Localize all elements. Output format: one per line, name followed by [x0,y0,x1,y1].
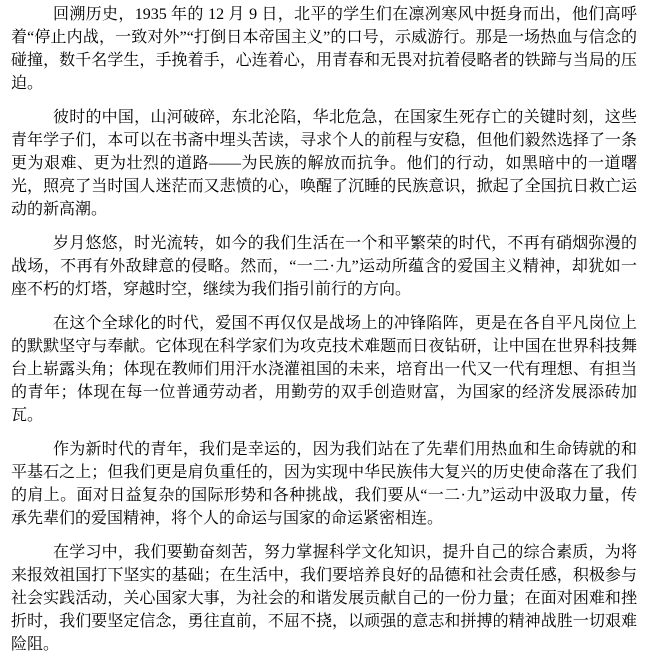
paragraph: 在这个全球化的时代，爱国不再仅仅是战场上的冲锋陷阵，更是在各自平凡岗位上的默默坚守与奉献。它体现在科学家们为攻克技术难题而日夜钻研，让中国在世界科技舞台上崭露头角；体现在教师们用汗水浇灌祖国的未来，培育出一代又一代有理想、有担当的青年；体现在每一位普通劳动者，用勤劳的双手创造财富，为国家的经济发展添砖加瓦。 [11,315,637,424]
paragraph: 作为新时代的青年，我们是幸运的，因为我们站在了先辈们用热血和生命铸就的和平基石之上；但我们更是肩负重任的，因为实现中华民族伟大复兴的历史使命落在了我们的肩上。面对日益复杂的国际形势和各种挑战，我们要从“一二·九”运动中汲取力量，传承先辈们的爱国精神，将个人的命运与国家的命运紧密相连。 [11,441,637,527]
paragraph: 回溯历史，1935 年的 12 月 9 日，北平的学生们在凛冽寒风中挺身而出，他们高呼着“停止内战，一致对外”“打倒日本帝国主义”的口号，示威游行。那是一场热血与信念的碰撞，数千名学生，手挽着手，心连着心，用青春和无畏对抗着侵略者的铁蹄与当局的压迫。 [11,6,637,92]
paragraph: 在学习中，我们要勤奋刻苦，努力掌握科学文化知识，提升自己的综合素质，为将来报效祖国打下坚实的基础；在生活中，我们要培养良好的品德和社会责任感，积极参与社会实践活动，关心国家大事，为社会的和谐发展贡献自己的一份力量；在面对困难和挫折时，我们要坚定信念，勇往直前，不屈不挠，以顽强的意志和拼搏的精神战胜一切艰难险阻。 [11,544,637,653]
paragraph: 岁月悠悠，时光流转，如今的我们生活在一个和平繁荣的时代，不再有硝烟弥漫的战场，不再有外敌肆意的侵略。然而，“一二·九”运动所蕴含的爱国主义精神，却犹如一座不朽的灯塔，穿越时空，继续为我们指引前行的方向。 [11,235,637,298]
paragraph: 彼时的中国，山河破碎，东北沦陷，华北危急，在国家生死存亡的关键时刻，这些青年学子们，本可以在书斋中埋头苦读，寻求个人的前程与安稳，但他们毅然选择了一条更为艰难、更为壮烈的道路——为民族的解放而抗争。他们的行动，如黑暗中的一道曙光，照亮了当时国人迷茫而又悲愤的心，唤醒了沉睡的民族意识，掀起了全国抗日救亡运动的新高潮。 [11,109,637,218]
